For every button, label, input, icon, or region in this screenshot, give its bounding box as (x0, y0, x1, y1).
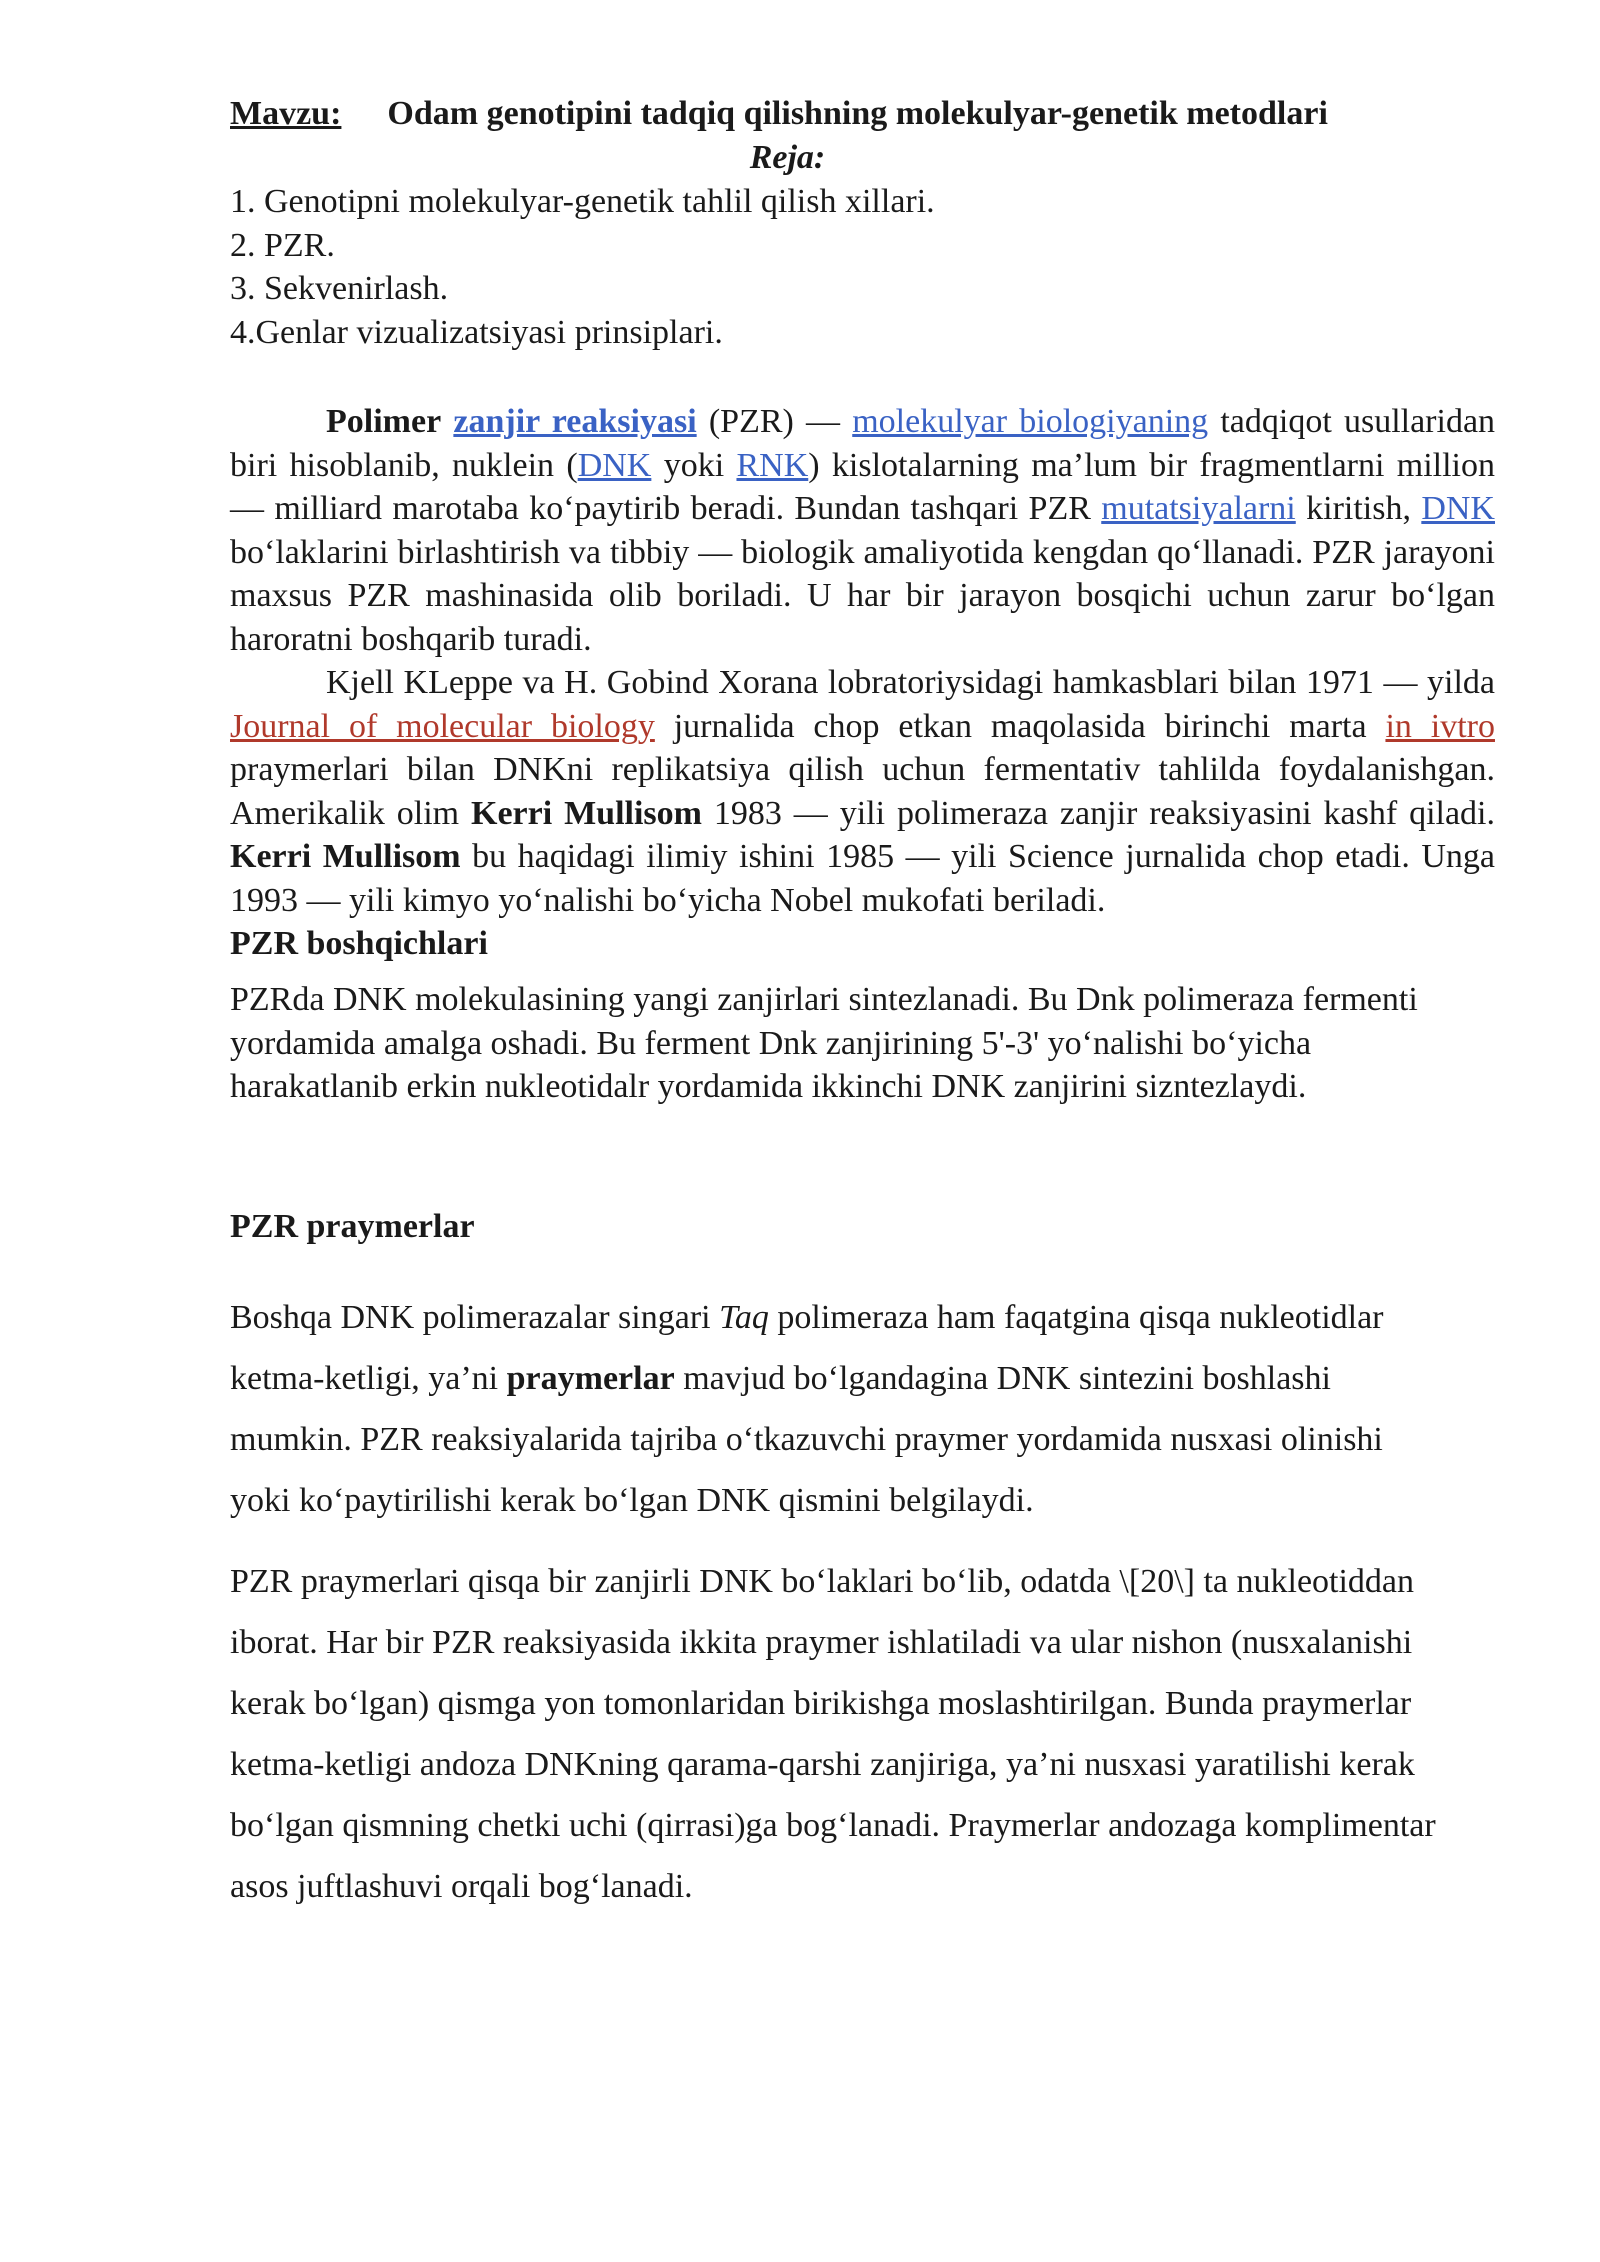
link-in-vitro[interactable]: in ivtro (1385, 707, 1495, 745)
italic-term: Taq (719, 1298, 769, 1336)
bold-term: praymerlar (506, 1359, 675, 1397)
topic-label: Mavzu: (230, 95, 342, 132)
bold-term: Polimer (326, 403, 442, 440)
plan-item: 4.Genlar vizualizatsiyasi prinsiplari. (230, 313, 723, 351)
topic-title (230, 92, 1495, 136)
link-mutatsiyalar[interactable]: mutatsiyalarni (1101, 490, 1296, 527)
bold-name: Kerri Mullisom (471, 794, 702, 832)
primers-paragraph-2: PZR praymerlari qisqa bir zanjirli DNK boʻlaklari boʻlib, odatda \[20\] ta nukleotiddan iborat. Har bir PZR reaksiyasida ikkita praymer ishlatiladi va ular nishon (nusxalanishi kerak boʻlgan) qismga yon tomonlaridan birikishga moslashtirilgan. Bunda praymerlar ketma-ketligi andoza DNKning qarama-qarshi zanjiriga, ya’ni nusxasi yaratilishi kerak boʻlgan qismning chetki uchi (qirrasi)ga bogʻlanadi. Praymerlar andozaga komplimentar asos juftlashuvi orqali bogʻlanadi. (230, 1562, 1436, 1905)
plan-item: 3. Sekvenirlash. (230, 270, 449, 307)
stages-paragraph: PZRda DNK molekulasining yangi zanjirlari sintezlanadi. Bu Dnk polimeraza fermenti yordamida amalga oshadi. Bu ferment Dnk zanjirining 5'-3' yoʻnalishi boʻyicha harakatlanib erkin nukleotidalr yordamida ikkinchi DNK zanjirini sizntezlaydi. (230, 981, 1418, 1105)
plan-item: 1. Genotipni molekulyar-genetik tahlil qilish xillari. (230, 183, 935, 220)
primers-paragraph-1: Boshqa DNK polimerazalar singari Taq polimeraza ham faqatgina qisqa nukleotidlar ketma-ketligi, ya’ni praymerlar mavjud boʻlgandagina DNK sintezini boshlashi mumkin. PZR reaksiyalarida tajriba oʻtkazuvchi praymer yordamida nusxasi olinishi yoki koʻpaytirilishi kerak boʻlgan DNK qismini belgilaydi. (230, 1298, 1384, 1519)
section-heading-stages: PZR boshqichlari (230, 925, 488, 962)
link-dnk[interactable]: DNK (577, 446, 652, 484)
section-heading-primers: PZR praymerlar (230, 1207, 475, 1245)
history-paragraph: Kjell KLeppe va H. Gobind Xorana lobratoriysidagi hamkasblari bilan 1971 — yilda Journal of molecular biology jurnalida chop etkan maqolasida birinchi marta in ivtro praymerlari bilan DNKni replikatsiya qilish uchun fermentativ tahlilda foydalanishgan. Amerikalik olim Kerri Mullisom 1983 — yili polimeraza zanjir reaksiyasini kashf qiladi. Kerri Mullisom bu haqidagi ilimiy ishini 1985 — yili Science jurnalida chop etadi. Unga 1993 — yili kimyo yoʻnalishi boʻyicha Nobel mukofati beriladi. (230, 664, 1495, 919)
document-page (230, 92, 1495, 1917)
topic-text: Odam genotipini tadqiq qilishning molekulyar-genetik metodlari (387, 95, 1328, 132)
plan-list (230, 180, 1495, 354)
link-journal-molecular-biology[interactable]: Journal of molecular biology (230, 707, 655, 745)
bold-name: Kerri Mullisom (230, 838, 461, 875)
intro-paragraph: Polimer zanjir reaksiyasi (PZR) — molekulyar biologiyaning tadqiqot usullaridan biri hisoblanib, nuklein (DNK yoki RNK) kislotalarning ma’lum bir fragmentlarni million — milliard marotaba koʻpaytirib beradi. Bundan tashqari PZR mutatsiyalarni kiritish, DNK boʻlaklarini birlashtirish va tibbiy — biologik amaliyotida kengdan qoʻllanadi. PZR jarayoni maxsus PZR mashinasida olib boriladi. U har bir jarayon bosqichi uchun zarur boʻlgan haroratni boshqarib turadi. (230, 403, 1496, 658)
link-zanjir-reaksiyasi[interactable]: zanjir reaksiyasi (453, 403, 697, 440)
link-rnk[interactable]: RNK (736, 446, 809, 484)
plan-item: 2. PZR. (230, 226, 335, 264)
link-molekulyar-biologiya[interactable]: molekulyar biologiyaning (852, 403, 1209, 440)
link-dnk[interactable]: DNK (1421, 490, 1495, 527)
plan-heading: Reja: (749, 139, 826, 176)
